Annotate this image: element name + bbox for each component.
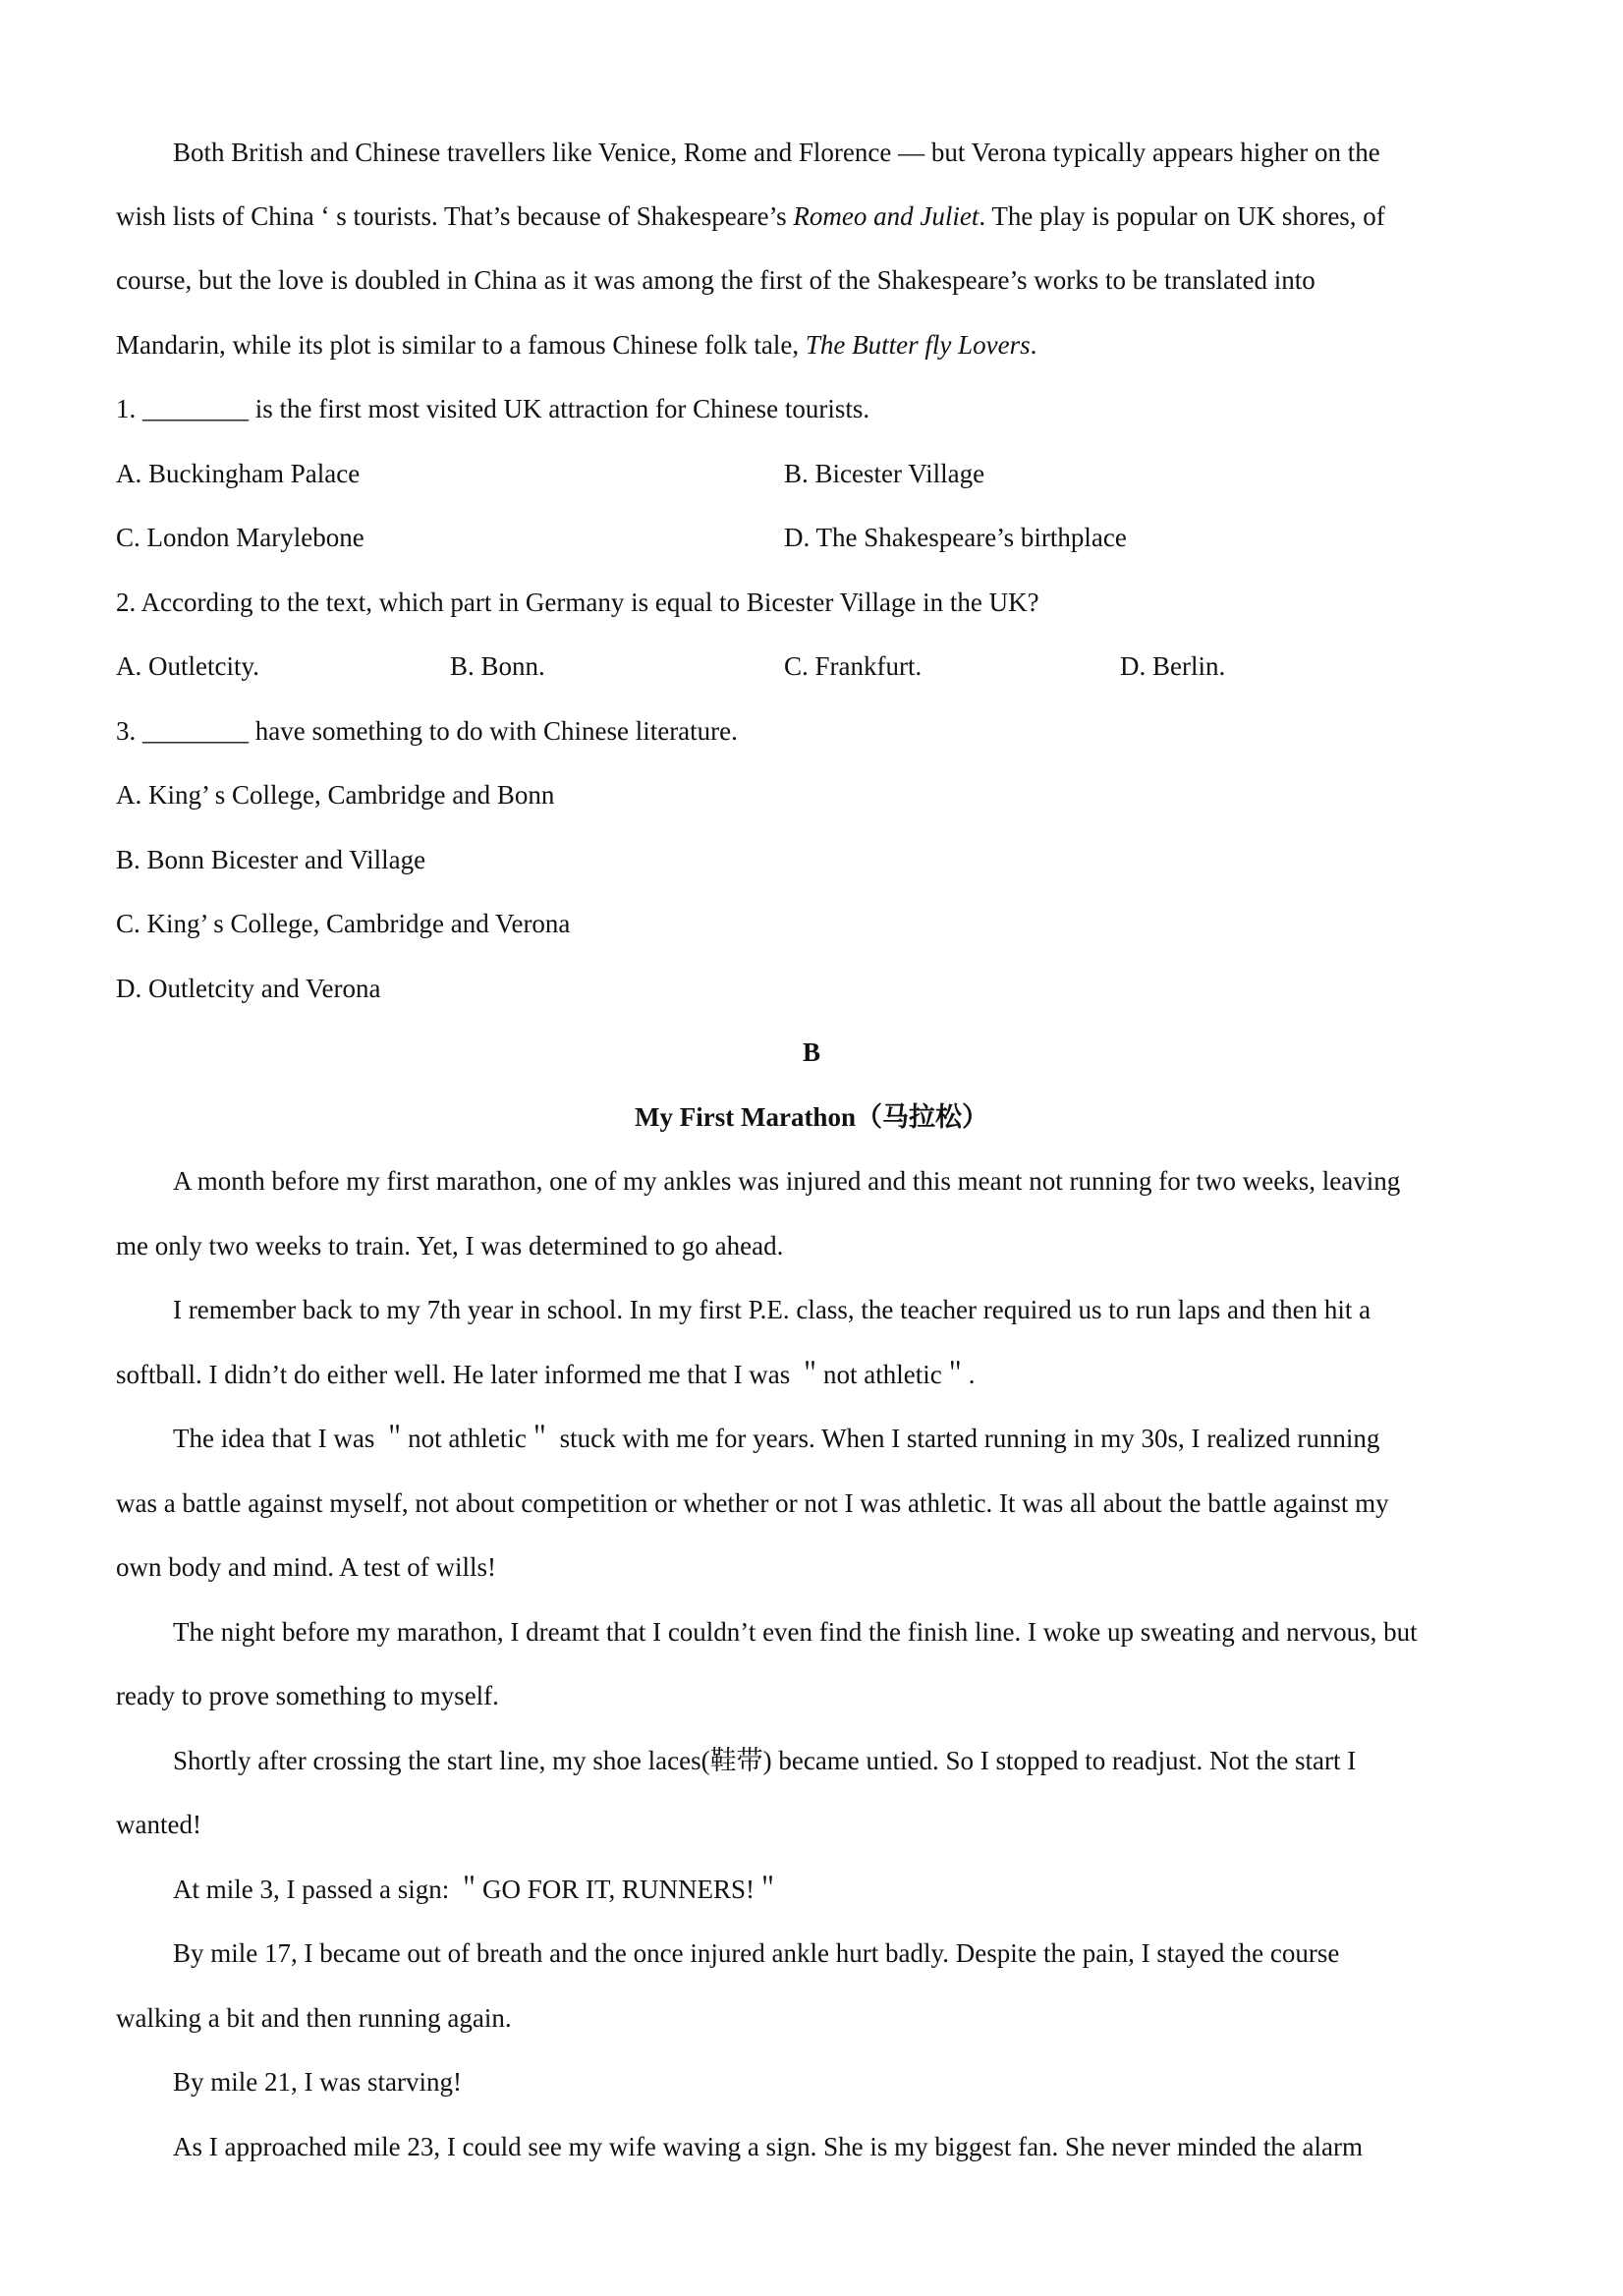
play-title: Romeo and Juliet — [793, 201, 979, 231]
passage-a-line-1: Both British and Chinese travellers like Venice, Rome and Florence — but Verona typically appears higher on the — [173, 138, 1380, 167]
passage-b-line: A month before my first marathon, one of my ankles was injured and this meant not running for two weeks, leaving — [173, 1166, 1401, 1196]
passage-b-line: ready to prove something to myself. — [116, 1681, 499, 1710]
passage-b-line: The idea that I was ＂not athletic＂ stuck with me for years. When I started running in my 30s, I realized running — [173, 1424, 1380, 1453]
question-2-option-b: B. Bonn. — [450, 651, 545, 681]
passage-b-line: By mile 17, I became out of breath and the once injured ankle hurt badly. Despite the pain, I stayed the course — [173, 1938, 1340, 1968]
passage-b-line: Shortly after crossing the start line, my shoe laces(鞋带) became untied. So I stopped to readjust. Not the start I — [173, 1746, 1357, 1775]
passage-b-line: By mile 21, I was starving! — [173, 2067, 462, 2097]
passage-b-line: was a battle against myself, not about competition or whether or not I was athletic. It was all about the battle against my — [116, 1488, 1389, 1518]
question-3-option-b: B. Bonn Bicester and Village — [116, 845, 426, 874]
passage-b-line: softball. I didn’t do either well. He later informed me that I was ＂not athletic＂. — [116, 1360, 976, 1389]
passage-a-line-4: Mandarin, while its plot is similar to a famous Chinese folk tale, The Butter fly Lovers. — [116, 330, 1037, 360]
passage-b-line: own body and mind. A test of wills! — [116, 1552, 496, 1582]
passage-b-line: wanted! — [116, 1810, 201, 1839]
section-label: B — [802, 1037, 820, 1067]
question-1-option-d: D. The Shakespeare’s birthplace — [784, 523, 1127, 552]
question-3-stem: 3. ________ have something to do with Chinese literature. — [116, 716, 738, 746]
passage-b-line: me only two weeks to train. Yet, I was determined to go ahead. — [116, 1231, 784, 1260]
passage-b-line: I remember back to my 7th year in school. In my first P.E. class, the teacher required us to run laps and then hit a — [173, 1295, 1371, 1324]
question-1-stem: 1. ________ is the first most visited UK attraction for Chinese tourists. — [116, 394, 870, 423]
question-3-option-a: A. King’ s College, Cambridge and Bonn — [116, 780, 555, 810]
passage-title: My First Marathon（马拉松） — [635, 1102, 988, 1132]
question-1-option-a: A. Buckingham Palace — [116, 459, 361, 488]
passage-a-line-3: course, but the love is doubled in China as it was among the first of the Shakespeare’s works to be translated into — [116, 265, 1315, 295]
passage-b-line: As I approached mile 23, I could see my wife waving a sign. She is my biggest fan. She never minded the alarm — [173, 2132, 1363, 2161]
question-2-stem: 2. According to the text, which part in Germany is equal to Bicester Village in the UK? — [116, 588, 1039, 617]
passage-b-line: At mile 3, I passed a sign: ＂GO FOR IT, RUNNERS!＂ — [173, 1875, 781, 1904]
question-1-option-c: C. London Marylebone — [116, 523, 364, 552]
folk-tale-title: The Butter fly Lovers — [805, 330, 1031, 360]
passage-b-line: The night before my marathon, I dreamt that I couldn’t even find the finish line. I woke up sweating and nervous, but — [173, 1617, 1418, 1647]
passage-a-line-2: wish lists of China ‘ s tourists. That’s because of Shakespeare’s Romeo and Juliet. The play is popular on UK shores, of — [116, 201, 1385, 231]
question-2-option-c: C. Frankfurt. — [784, 651, 923, 681]
question-3-option-d: D. Outletcity and Verona — [116, 974, 381, 1003]
question-2-option-d: D. Berlin. — [1120, 651, 1226, 681]
question-2-option-a: A. Outletcity. — [116, 651, 259, 681]
passage-b-line: walking a bit and then running again. — [116, 2003, 512, 2033]
question-3-option-c: C. King’ s College, Cambridge and Verona — [116, 909, 571, 938]
question-1-option-b: B. Bicester Village — [784, 459, 985, 488]
